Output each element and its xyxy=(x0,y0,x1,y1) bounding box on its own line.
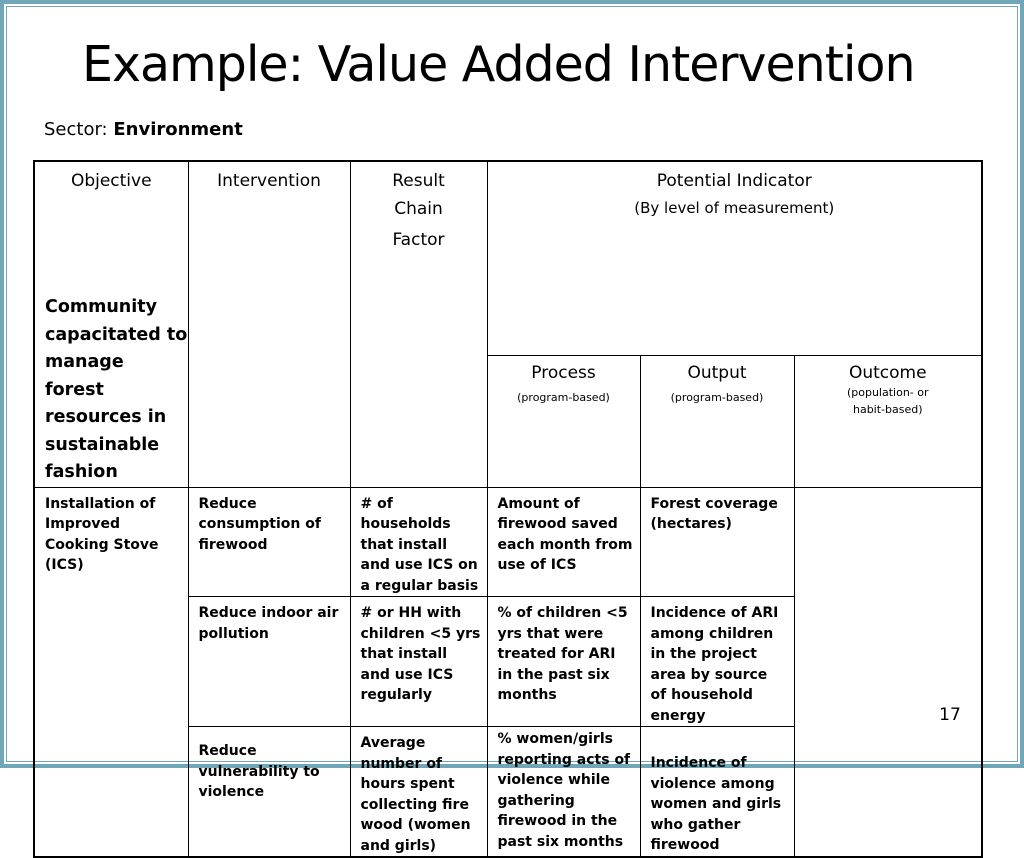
process-text: Average number of hours spent collecting fire wood (women and girls) xyxy=(360,735,471,854)
objective-cell xyxy=(34,161,188,487)
outcome-header-cell xyxy=(794,355,982,487)
result-chain-text: Reduce indoor air pollution xyxy=(198,605,339,642)
process-subheader: (program-based) xyxy=(517,390,610,404)
process-text: # or HH with children <5 yrs that install and use ICS regularly xyxy=(360,605,481,703)
indicator-table xyxy=(33,160,983,858)
outcome-text: Forest coverage (hectares) xyxy=(650,495,778,532)
result-chain-text: Reduce consumption of firewood xyxy=(198,495,321,553)
outcome-subheader-line1: (population- or xyxy=(846,385,929,399)
result-chain-header xyxy=(351,162,487,254)
potential-indicator-header: Potential Indicator xyxy=(656,171,812,191)
output-text: Amount of firewood saved each month from use of ICS xyxy=(497,495,633,573)
intervention-header-cell xyxy=(188,161,350,487)
outcome-text: Incidence of violence among women and girls who gather firewood xyxy=(650,755,782,853)
potential-indicator-header-cell xyxy=(487,161,982,355)
output-cell xyxy=(487,487,640,597)
process-text: # of households that install and use ICS on a regular basis xyxy=(360,495,479,594)
process-cell xyxy=(350,727,487,858)
process-cell xyxy=(350,597,487,727)
result-chain-cell xyxy=(188,597,350,727)
sector-line xyxy=(44,118,243,142)
output-subheader: (program-based) xyxy=(670,390,764,404)
intervention-text: Installation of Improved Cooking Stove (ICS) xyxy=(45,495,159,573)
outcome-cell xyxy=(640,487,794,597)
result-chain-cell xyxy=(188,727,350,858)
result-chain-header-cell xyxy=(350,161,487,487)
result-chain-header-line1: Result xyxy=(392,171,445,191)
output-text: % women/girls reporting acts of violence while gathering firewood in the past six months xyxy=(497,731,631,850)
process-header: Process xyxy=(531,362,596,383)
header-row xyxy=(34,161,982,355)
result-chain-header-line2: Chain xyxy=(394,199,443,219)
result-chain-text: Reduce vulnerability to violence xyxy=(198,743,320,800)
output-header-cell xyxy=(640,355,794,487)
objective-header: Objective xyxy=(70,171,152,191)
table-row xyxy=(34,487,982,597)
result-chain-cell xyxy=(188,487,350,597)
potential-indicator-subheader: (By level of measurement) xyxy=(634,199,835,217)
process-cell xyxy=(350,487,487,597)
output-cell xyxy=(487,597,640,727)
process-header-cell xyxy=(487,355,640,487)
output-header: Output xyxy=(687,362,747,383)
outcome-subheader-line2: habit-based) xyxy=(852,402,923,416)
outcome-text: Incidence of ARI among children in the project area by source of household energy xyxy=(650,605,779,724)
intervention-cell xyxy=(34,487,188,857)
sector-value: Environment xyxy=(113,119,243,140)
outcome-cell xyxy=(640,727,794,858)
page-number: 17 xyxy=(939,705,961,725)
sector-label: Sector: xyxy=(44,119,108,140)
intervention-header: Intervention xyxy=(217,171,321,191)
result-chain-header-line3: Factor xyxy=(392,230,445,250)
output-text: % of children <5 yrs that were treated for ARI in the past six months xyxy=(497,605,628,703)
output-cell xyxy=(487,727,640,858)
slide-title: Example: Value Added Intervention xyxy=(82,36,915,93)
outcome-cell xyxy=(640,597,794,727)
objective-text: Community capacitated to manage forest resources in sustainable fashion xyxy=(45,297,188,482)
outcome-header: Outcome xyxy=(848,362,927,383)
